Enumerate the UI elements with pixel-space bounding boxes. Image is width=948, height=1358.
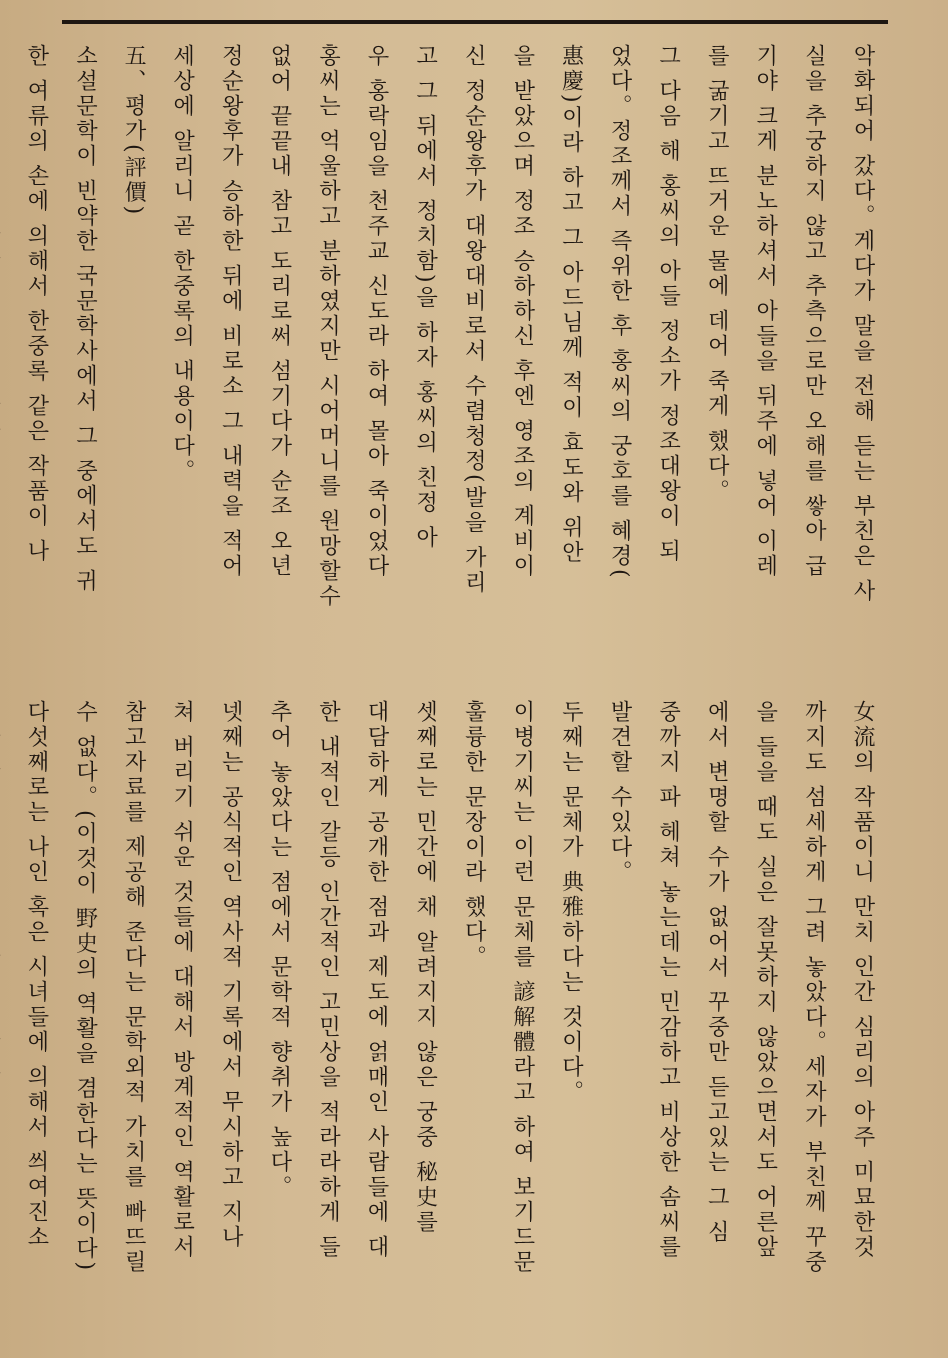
text-column: 홍씨는 억울하고 분하였지만 시어머니를 원망할수 [315,44,341,609]
text-column: 를 굶기고 뜨거운 물에 데어 죽게 했다。 [704,44,730,504]
text-column: 중까지 파 헤쳐 놓는데는 민감하고 비상한 솜씨를 [655,700,681,1260]
upper-text-block [23,44,886,664]
text-column: 을 받았으며 정조 승하하신 후엔 영조의 계비이 [509,44,535,579]
text-column: 수 없다。(이것이 野史의 역활을 겸한다는 뜻이다) [72,700,98,1274]
text-column: 악화되어 갔다。게다가 말을 전해 듣는 부친은 사 [850,44,875,604]
top-rule [62,20,888,24]
text-column: 넷째는 공식적인 역사적 기록에서 무시하고 지나 [218,700,244,1250]
text-column: 대담하게 공개한 점과 제도에 얽매인 사람들에 대 [364,700,390,1260]
text-column: 두째는 문체가 典雅하다는 것이다。 [558,700,584,1105]
text-column: 고 그 뒤에서 정치함)을 하자 홍씨의 친정 아 [412,44,438,551]
text-column: 이병기씨는 이런 문체를 諺解體라고 하여 보기드문 [509,700,535,1275]
text-column: 셋째로는 민간에 채 알려지지 않은 궁중 秘史를 [412,700,438,1235]
text-column: 실을 추궁하지 않고 추측으로만 오해를 쌓아 급 [801,44,827,579]
text-column: 쳐 버리기 쉬운 것들에 대해서 방계적인 역활로서 [169,700,195,1260]
text-column: 발견할 수있다。 [607,700,633,885]
lower-text-block [23,700,886,1340]
text-column: 다섯째로는 나인 혹은 시녀들에 의해서 씌여진소 [23,700,49,1250]
text-column: 까지도 섬세하게 그려 놓았다。세자가 부친께 꾸중 [801,700,827,1275]
section-heading: 五、평가(評價) [121,44,147,218]
text-column: 그 다음 해 홍씨의 아들 정소가 정조대왕이 되 [655,44,681,564]
text-column: 에서 변명할 수가 없어서 꾸중만 듣고있는 그 심 [704,700,730,1245]
text-column: 女流의 작품이니 만치 인간 심리의 아주 미묘한것 [850,700,875,1260]
text-column: 정순왕후가 승하한 뒤에 비로소 그 내력을 적어 [218,44,244,579]
text-column: 훌륭한 문장이라 했다。 [461,700,487,970]
text-column [0,44,11,664]
text-column [0,700,11,1340]
text-column: 었다。정조께서 즉위한 후 홍씨의 궁호를 혜경( [607,44,633,581]
text-column: 기야 크게 분노하셔서 아들을 뒤주에 넣어 이레 [752,44,778,579]
text-column: 한 내적인 갈등 인간적인 고민상을 적라라하게 들 [315,700,341,1260]
text-column: 추어 놓았다는 점에서 문학적 향취가 높다。 [266,700,292,1200]
text-column: 惠慶)이라 하고 그 아드님께 적이 효도와 위안 [558,44,584,566]
text-column: 한 여류의 손에 의해서 한중록 같은 작품이 나 [23,44,49,564]
text-column: 소설문학이 빈약한 국문학사에서 그 중에서도 귀 [72,44,98,594]
text-column: 을 들을 때도 실은 잘못하지 않았으면서도 어른앞 [752,700,778,1260]
text-column: 세상에 알리니 곧 한중록의 내용이다。 [169,44,195,484]
text-column: 참고자료를 제공해 준다는 문학외적 가치를 빠뜨릴 [121,700,147,1275]
text-column: 없어 끝끝내 참고 도리로써 섬기다가 순조 오년 [266,44,292,579]
text-column: 우 홍락임을 천주교 신도라 하여 몰아 죽이었다 [364,44,390,579]
text-column: 신 정순왕후가 대왕대비로서 수렴청정(발을 가리 [461,44,487,596]
